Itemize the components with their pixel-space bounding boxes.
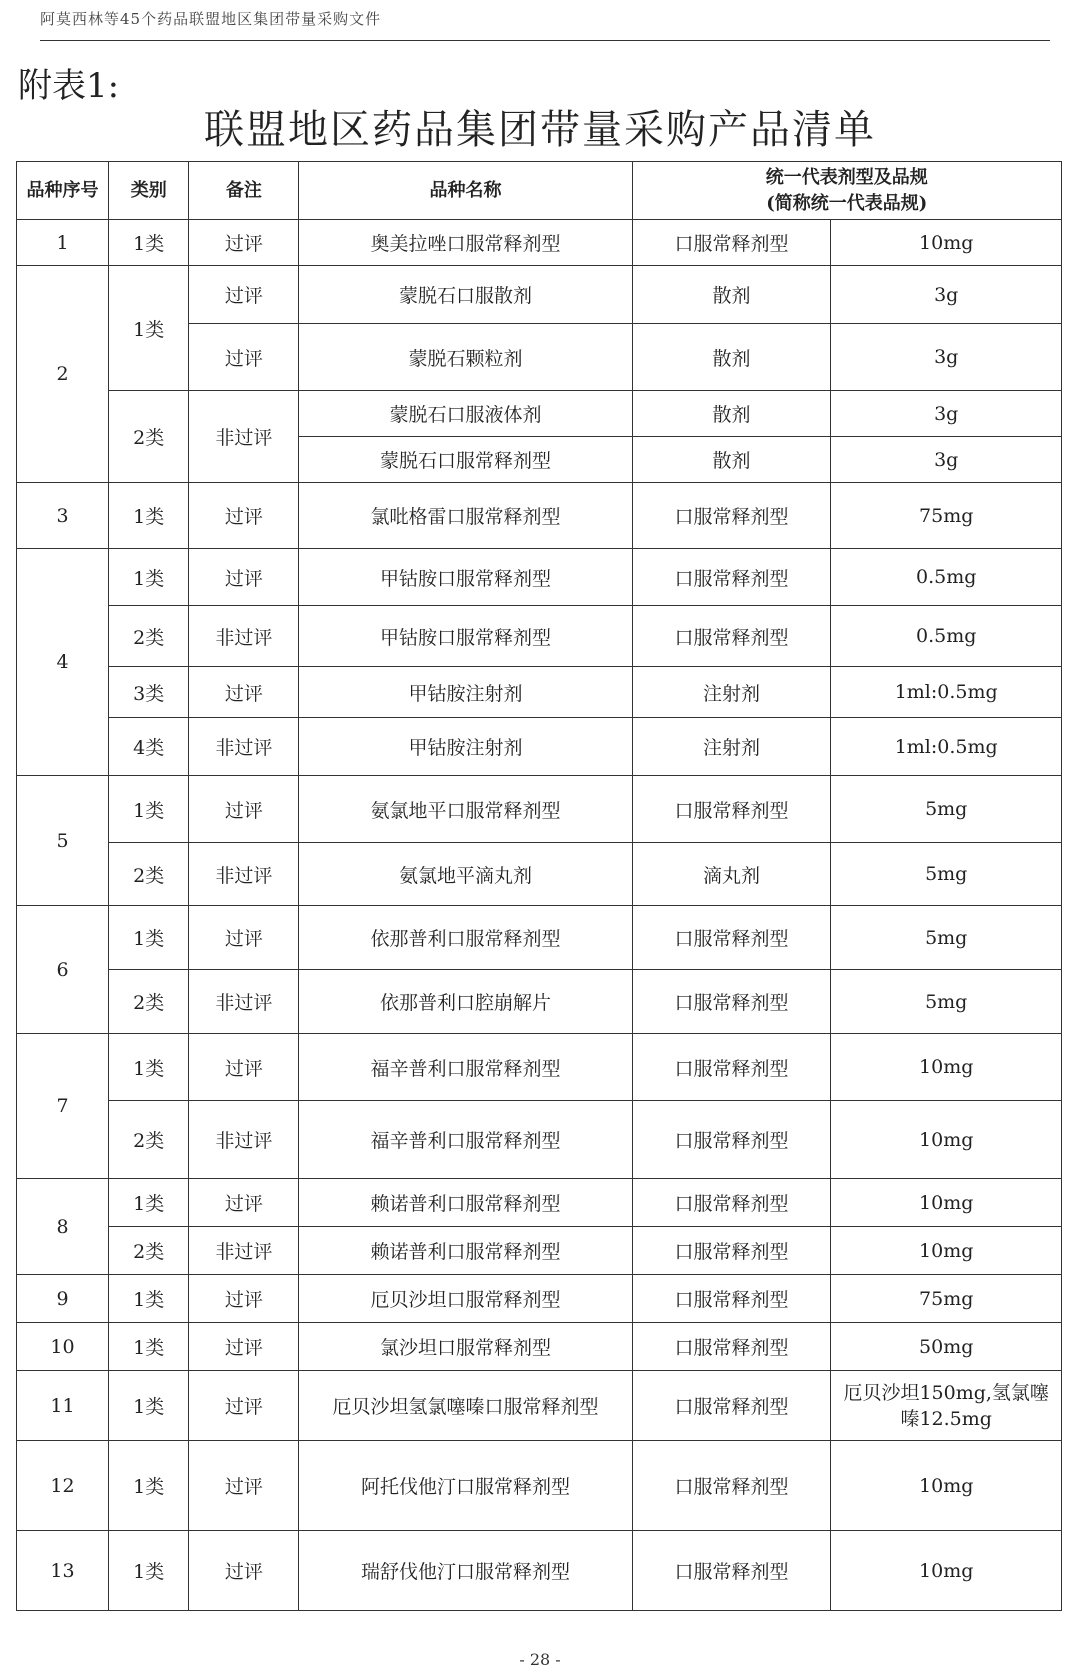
header-row [17, 162, 1062, 220]
cell-remark: 过评 [189, 1441, 299, 1531]
column-header-spec-line2: (简称统一代表品规) [766, 192, 928, 214]
cell-seq: 8 [17, 1179, 109, 1275]
cell-name: 氨氯地平口服常释剂型 [299, 776, 632, 843]
cell-remark: 过评 [189, 1323, 299, 1371]
cell-remark: 过评 [189, 220, 299, 266]
cell-name: 甲钴胺口服常释剂型 [299, 606, 632, 667]
cell-remark: 非过评 [189, 1101, 299, 1179]
cell-remark: 非过评 [189, 606, 299, 667]
cell-category: 1类 [109, 1531, 189, 1611]
appendix-label: 附表1: [18, 66, 120, 106]
cell-form: 口服常释剂型 [632, 1275, 831, 1323]
cell-category: 1类 [109, 1323, 189, 1371]
cell-remark: 过评 [189, 483, 299, 549]
table-row [17, 843, 1062, 906]
cell-form: 口服常释剂型 [632, 970, 831, 1034]
cell-spec: 10mg [831, 1179, 1062, 1227]
cell-seq: 5 [17, 776, 109, 906]
cell-category: 1类 [109, 549, 189, 606]
table-row [17, 549, 1062, 606]
cell-spec: 75mg [831, 1275, 1062, 1323]
cell-spec: 50mg [831, 1323, 1062, 1371]
cell-form: 散剂 [632, 266, 831, 324]
cell-category: 2类 [109, 843, 189, 906]
cell-form: 口服常释剂型 [632, 1531, 831, 1611]
cell-spec: 5mg [831, 776, 1062, 843]
table-row [17, 266, 1062, 324]
cell-remark: 过评 [189, 776, 299, 843]
table-row [17, 1275, 1062, 1323]
table-row [17, 776, 1062, 843]
cell-category: 1类 [109, 1179, 189, 1227]
cell-form: 注射剂 [632, 718, 831, 776]
cell-category: 1类 [109, 266, 189, 391]
column-header-spec-line1: 统一代表剂型及品规 [765, 166, 928, 188]
cell-remark: 非过评 [189, 391, 299, 483]
cell-name: 赖诺普利口服常释剂型 [299, 1179, 632, 1227]
table-row [17, 1034, 1062, 1101]
cell-name: 氯沙坦口服常释剂型 [299, 1323, 632, 1371]
cell-category: 1类 [109, 1441, 189, 1531]
cell-name: 福辛普利口服常释剂型 [299, 1101, 632, 1179]
table-row [17, 606, 1062, 667]
cell-seq: 7 [17, 1034, 109, 1179]
cell-spec: 3g [831, 391, 1062, 437]
table-row [17, 970, 1062, 1034]
table-row [17, 718, 1062, 776]
cell-spec: 5mg [831, 843, 1062, 906]
cell-remark: 过评 [189, 324, 299, 391]
column-header-name: 品种名称 [299, 162, 632, 220]
cell-name: 氨氯地平滴丸剂 [299, 843, 632, 906]
cell-name: 依那普利口腔崩解片 [299, 970, 632, 1034]
cell-category: 2类 [109, 970, 189, 1034]
cell-spec: 5mg [831, 906, 1062, 970]
cell-form: 口服常释剂型 [632, 1227, 831, 1275]
table-row [17, 220, 1062, 266]
cell-form: 口服常释剂型 [632, 1323, 831, 1371]
column-header-remark: 备注 [189, 162, 299, 220]
table-row [17, 1323, 1062, 1371]
cell-spec: 5mg [831, 970, 1062, 1034]
cell-seq: 1 [17, 220, 109, 266]
cell-remark: 非过评 [189, 718, 299, 776]
table-row [17, 483, 1062, 549]
table-row [17, 1101, 1062, 1179]
cell-form: 口服常释剂型 [632, 549, 831, 606]
cell-remark: 过评 [189, 1034, 299, 1101]
cell-form: 散剂 [632, 324, 831, 391]
table-row [17, 1441, 1062, 1531]
cell-form: 口服常释剂型 [632, 1034, 831, 1101]
cell-spec: 3g [831, 324, 1062, 391]
cell-category: 2类 [109, 1227, 189, 1275]
cell-remark: 过评 [189, 549, 299, 606]
table-row [17, 1531, 1062, 1611]
cell-seq: 11 [17, 1371, 109, 1441]
cell-seq: 12 [17, 1441, 109, 1531]
column-header-category: 类别 [109, 162, 189, 220]
cell-form: 注射剂 [632, 667, 831, 718]
cell-category: 1类 [109, 1034, 189, 1101]
cell-seq: 3 [17, 483, 109, 549]
cell-name: 奥美拉唑口服常释剂型 [299, 220, 632, 266]
cell-spec: 10mg [831, 1227, 1062, 1275]
cell-spec: 10mg [831, 1531, 1062, 1611]
cell-name: 甲钴胺注射剂 [299, 718, 632, 776]
cell-name: 氯吡格雷口服常释剂型 [299, 483, 632, 549]
cell-category: 1类 [109, 776, 189, 843]
cell-form: 散剂 [632, 437, 831, 483]
cell-name: 蒙脱石口服散剂 [299, 266, 632, 324]
cell-category: 1类 [109, 906, 189, 970]
cell-spec: 3g [831, 437, 1062, 483]
cell-name: 厄贝沙坦氢氯噻嗪口服常释剂型 [299, 1371, 632, 1441]
cell-spec: 10mg [831, 1441, 1062, 1531]
cell-seq: 4 [17, 549, 109, 776]
cell-form: 口服常释剂型 [632, 1101, 831, 1179]
cell-form: 口服常释剂型 [632, 483, 831, 549]
cell-form: 散剂 [632, 391, 831, 437]
cell-name: 厄贝沙坦口服常释剂型 [299, 1275, 632, 1323]
cell-spec: 1ml:0.5mg [831, 718, 1062, 776]
table-row [17, 1179, 1062, 1227]
cell-category: 1类 [109, 1275, 189, 1323]
cell-form: 口服常释剂型 [632, 1371, 831, 1441]
cell-category: 2类 [109, 1101, 189, 1179]
cell-name: 甲钴胺注射剂 [299, 667, 632, 718]
cell-form: 口服常释剂型 [632, 906, 831, 970]
table-row [17, 667, 1062, 718]
cell-spec: 10mg [831, 220, 1062, 266]
cell-remark: 过评 [189, 1179, 299, 1227]
cell-form: 口服常释剂型 [632, 606, 831, 667]
column-header-seq: 品种序号 [17, 162, 109, 220]
cell-remark: 过评 [189, 266, 299, 324]
cell-form: 口服常释剂型 [632, 776, 831, 843]
cell-spec: 10mg [831, 1101, 1062, 1179]
cell-remark: 过评 [189, 1531, 299, 1611]
cell-remark: 非过评 [189, 1227, 299, 1275]
cell-remark: 非过评 [189, 970, 299, 1034]
cell-seq: 13 [17, 1531, 109, 1611]
document-title: 联盟地区药品集团带量采购产品清单 [204, 107, 876, 153]
cell-seq: 6 [17, 906, 109, 1034]
cell-seq: 9 [17, 1275, 109, 1323]
cell-name: 阿托伐他汀口服常释剂型 [299, 1441, 632, 1531]
cell-spec: 3g [831, 266, 1062, 324]
page-number: - 28 - [519, 1650, 561, 1669]
cell-category: 2类 [109, 606, 189, 667]
table-row [17, 1371, 1062, 1441]
product-list-table [16, 161, 1062, 1611]
table-row [17, 391, 1062, 437]
cell-spec: 1ml:0.5mg [831, 667, 1062, 718]
column-header-spec [632, 162, 1061, 220]
table-row [17, 906, 1062, 970]
cell-form: 滴丸剂 [632, 843, 831, 906]
cell-name: 蒙脱石口服常释剂型 [299, 437, 632, 483]
cell-spec: 0.5mg [831, 549, 1062, 606]
cell-spec: 厄贝沙坦150mg,氢氯噻嗪12.5mg [831, 1371, 1062, 1441]
cell-category: 3类 [109, 667, 189, 718]
cell-category: 1类 [109, 1371, 189, 1441]
cell-name: 赖诺普利口服常释剂型 [299, 1227, 632, 1275]
cell-name: 福辛普利口服常释剂型 [299, 1034, 632, 1101]
cell-form: 口服常释剂型 [632, 1179, 831, 1227]
cell-remark: 过评 [189, 1371, 299, 1441]
cell-category: 1类 [109, 483, 189, 549]
cell-spec: 0.5mg [831, 606, 1062, 667]
cell-name: 蒙脱石口服液体剂 [299, 391, 632, 437]
cell-spec: 10mg [831, 1034, 1062, 1101]
header-rule [40, 40, 1050, 41]
cell-name: 瑞舒伐他汀口服常释剂型 [299, 1531, 632, 1611]
table-row [17, 1227, 1062, 1275]
cell-remark: 过评 [189, 667, 299, 718]
cell-form: 口服常释剂型 [632, 220, 831, 266]
cell-name: 依那普利口服常释剂型 [299, 906, 632, 970]
cell-remark: 过评 [189, 1275, 299, 1323]
running-header: 阿莫西林等45个药品联盟地区集团带量采购文件 [40, 10, 382, 28]
cell-category: 2类 [109, 391, 189, 483]
cell-remark: 非过评 [189, 843, 299, 906]
cell-form: 口服常释剂型 [632, 1441, 831, 1531]
cell-name: 蒙脱石颗粒剂 [299, 324, 632, 391]
cell-spec: 75mg [831, 483, 1062, 549]
cell-seq: 10 [17, 1323, 109, 1371]
cell-remark: 过评 [189, 906, 299, 970]
cell-category: 1类 [109, 220, 189, 266]
cell-seq: 2 [17, 266, 109, 483]
cell-name: 甲钴胺口服常释剂型 [299, 549, 632, 606]
cell-category: 4类 [109, 718, 189, 776]
